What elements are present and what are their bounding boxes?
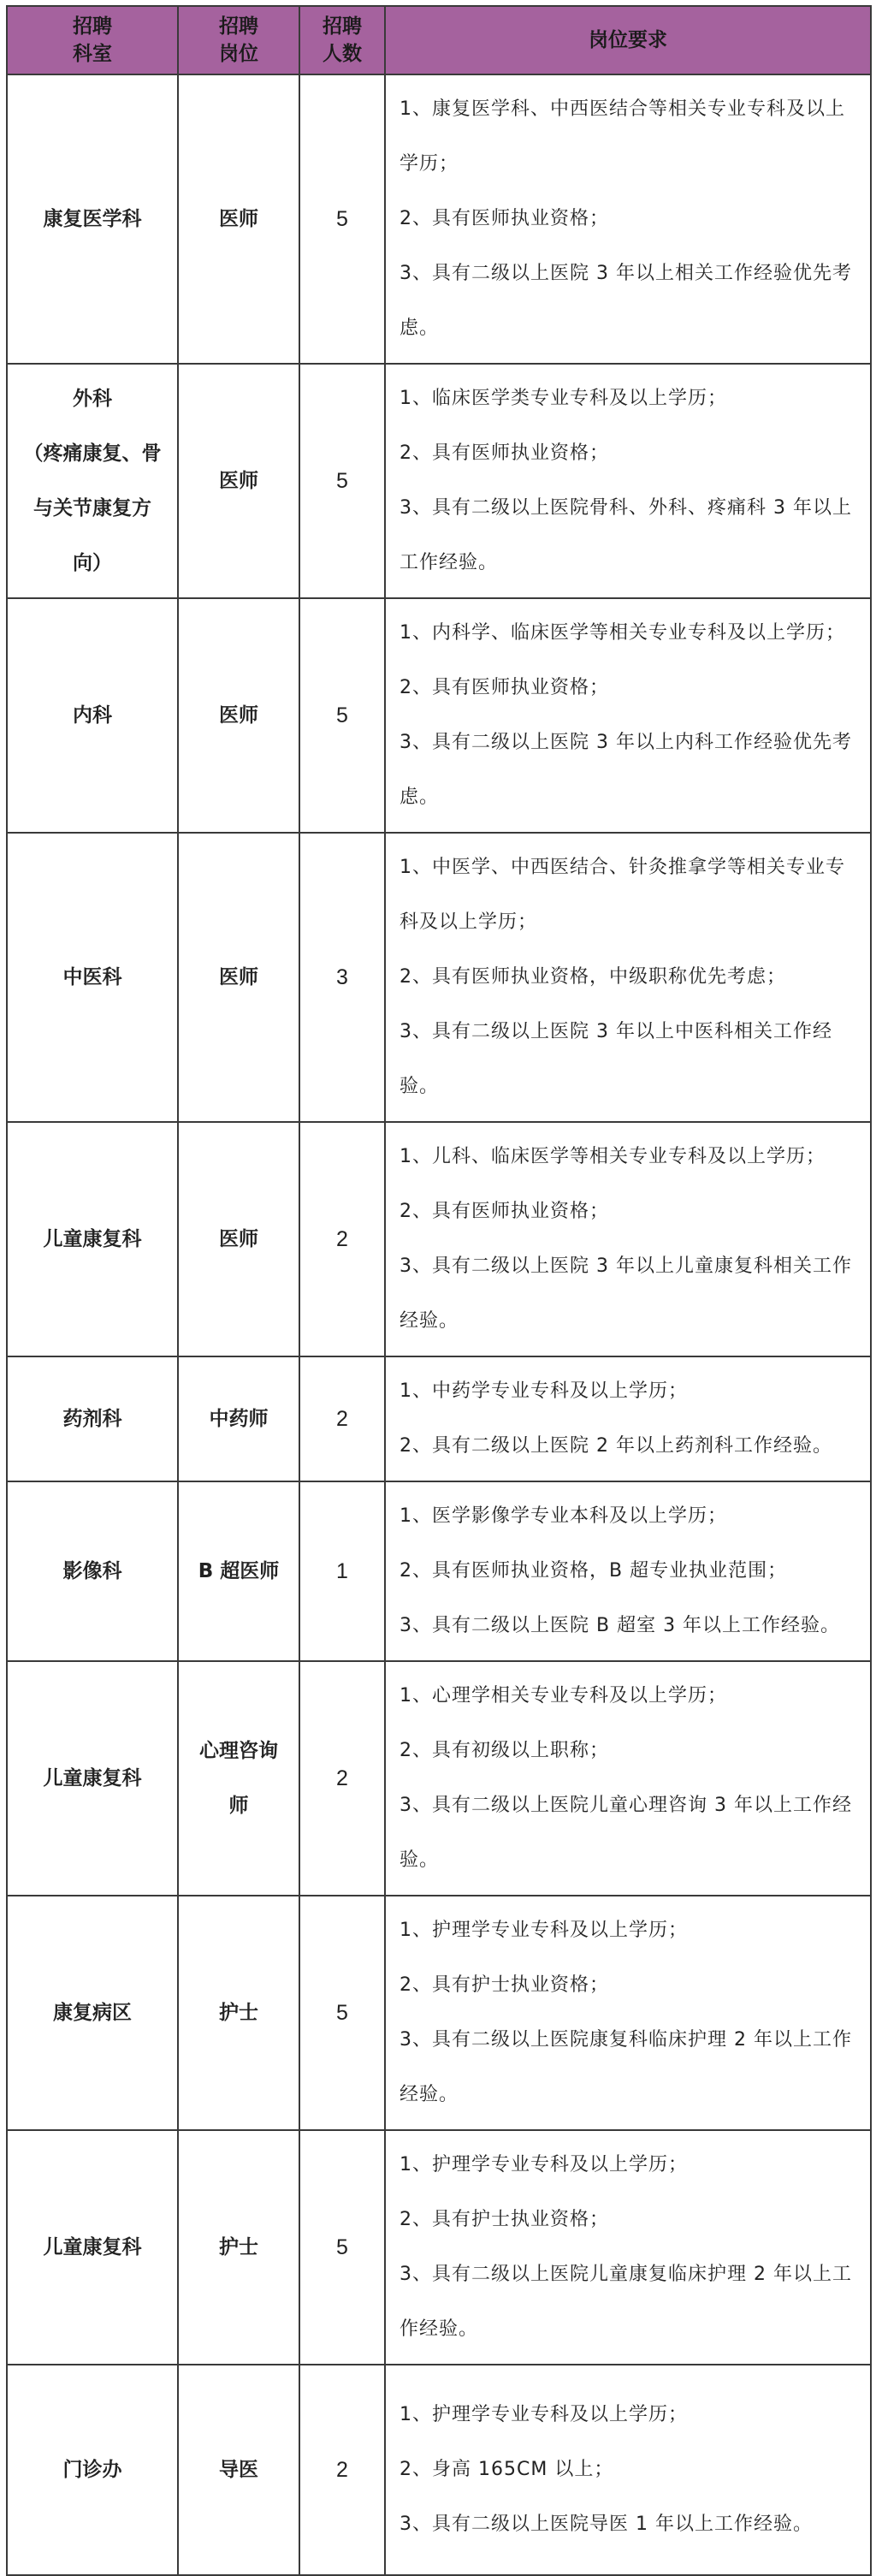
requirement-line: 1、内科学、临床医学等相关专业专科及以上学历； [400, 622, 845, 644]
requirement-cell [385, 1481, 871, 1661]
requirement-cell [385, 2365, 871, 2575]
count-text: 3 [336, 965, 348, 989]
dept-text: 中医科 [62, 966, 122, 988]
header-req: 岗位要求 [385, 6, 871, 74]
header-dept: 招聘 科室 [7, 6, 178, 74]
count-text: 1 [336, 1558, 348, 1583]
table-row [7, 2130, 871, 2365]
requirement-cell [385, 1356, 871, 1481]
post-text: B 超医师 [198, 1560, 280, 1582]
table-row [7, 1661, 871, 1896]
requirement-line: 经验。 [400, 1310, 459, 1332]
requirement-line: 2、具有医师执业资格，B 超专业执业范围； [400, 1560, 788, 1582]
dept-cell [7, 2130, 178, 2365]
requirement-line: 3、具有二级以上医院 3 年以上内科工作经验优先考 [400, 732, 852, 753]
post-text: 医师 [219, 1228, 258, 1250]
header-count: 招聘 人数 [299, 6, 385, 74]
dept-text: 影像科 [62, 1560, 122, 1582]
post-cell [178, 74, 299, 364]
recruitment-table [6, 5, 872, 2576]
requirement-line: 1、护理学专业专科及以上学历； [400, 2404, 688, 2425]
requirement-line: 3、具有二级以上医院康复科临床护理 2 年以上工作 [400, 2029, 852, 2051]
dept-cell [7, 74, 178, 364]
requirement-line: 1、护理学专业专科及以上学历； [400, 2154, 688, 2175]
requirement-line: 1、临床医学类专业专科及以上学历； [400, 388, 727, 409]
requirement-line: 2、具有医师执业资格； [400, 1201, 609, 1222]
dept-cell [7, 364, 178, 598]
requirement-line: 3、具有二级以上医院儿童康复临床护理 2 年以上工 [400, 2264, 852, 2285]
count-text: 5 [336, 2000, 348, 2025]
requirement-cell [385, 1122, 871, 1356]
post-cell [178, 833, 299, 1122]
requirement-line: 工作经验。 [400, 552, 499, 573]
requirement-line: 2、具有二级以上医院 2 年以上药剂科工作经验。 [400, 1435, 832, 1457]
requirement-line: 2、具有护士执业资格； [400, 2209, 609, 2230]
count-text: 2 [336, 1226, 348, 1251]
header-row [7, 6, 871, 74]
post-text: 医师 [219, 470, 258, 492]
table-row [7, 1122, 871, 1356]
dept-cell [7, 1122, 178, 1356]
requirement-line: 1、心理学相关专业专科及以上学历； [400, 1685, 727, 1706]
requirement-line: 2、具有医师执业资格，中级职称优先考虑； [400, 966, 786, 988]
requirement-line: 2、具有医师执业资格； [400, 677, 609, 698]
count-cell [299, 1356, 385, 1481]
dept-cell [7, 1661, 178, 1896]
post-text: 医师 [219, 208, 258, 230]
post-text: 医师 [219, 704, 258, 727]
table-row [7, 1356, 871, 1481]
table-row [7, 1481, 871, 1661]
post-text: 中药师 [209, 1408, 269, 1430]
post-cell [178, 1481, 299, 1661]
count-cell [299, 364, 385, 598]
requirement-line: 3、具有二级以上医院 3 年以上儿童康复科相关工作 [400, 1255, 852, 1277]
requirement-line: 学历； [400, 153, 459, 175]
dept-cell [7, 1481, 178, 1661]
post-text: 心理咨询 师 [199, 1740, 278, 1817]
count-text: 5 [336, 2235, 348, 2259]
requirement-cell [385, 74, 871, 364]
dept-text: 门诊办 [62, 2459, 122, 2481]
post-cell [178, 2130, 299, 2365]
post-cell [178, 364, 299, 598]
requirement-cell [385, 1896, 871, 2130]
count-cell [299, 833, 385, 1122]
requirement-line: 3、具有二级以上医院骨科、外科、疼痛科 3 年以上 [400, 497, 852, 519]
dept-text: 儿童康复科 [43, 1767, 142, 1790]
count-cell [299, 74, 385, 364]
requirement-line: 1、中医学、中西医结合、针灸推拿学等相关专业专 [400, 857, 845, 878]
count-cell [299, 598, 385, 833]
dept-cell [7, 1356, 178, 1481]
requirement-line: 验。 [400, 1849, 440, 1871]
table-row [7, 1896, 871, 2130]
table-row [7, 2365, 871, 2575]
requirement-line: 2、具有医师执业资格； [400, 208, 609, 229]
requirement-cell [385, 598, 871, 833]
table-row [7, 364, 871, 598]
table-row [7, 598, 871, 833]
count-cell [299, 1481, 385, 1661]
dept-text: 外科 （疼痛康复、骨 与关节康复方 向） [23, 388, 162, 574]
count-cell [299, 1896, 385, 2130]
requirement-line: 1、康复医学科、中西医结合等相关专业专科及以上 [400, 98, 845, 120]
post-text: 医师 [219, 966, 258, 988]
dept-text: 康复医学科 [43, 208, 142, 230]
post-cell [178, 1896, 299, 2130]
count-text: 5 [336, 468, 348, 493]
requirement-cell [385, 833, 871, 1122]
post-text: 护士 [219, 2236, 258, 2258]
requirement-line: 3、具有二级以上医院导医 1 年以上工作经验。 [400, 2514, 813, 2535]
header-post: 招聘 岗位 [178, 6, 299, 74]
dept-cell [7, 2365, 178, 2575]
requirement-line: 作经验。 [400, 2318, 479, 2340]
requirement-cell [385, 364, 871, 598]
requirement-line: 经验。 [400, 2084, 459, 2105]
requirement-line: 虑。 [400, 318, 440, 339]
requirement-line: 1、护理学专业专科及以上学历； [400, 1920, 688, 1941]
table-body [7, 74, 871, 2575]
count-text: 5 [336, 703, 348, 727]
dept-cell [7, 833, 178, 1122]
requirement-line: 2、具有医师执业资格； [400, 442, 609, 464]
post-cell [178, 598, 299, 833]
requirement-line: 1、医学影像学专业本科及以上学历； [400, 1505, 727, 1527]
count-cell [299, 1122, 385, 1356]
table-row [7, 74, 871, 364]
count-text: 2 [336, 1406, 348, 1431]
requirement-line: 3、具有二级以上医院 3 年以上相关工作经验优先考 [400, 263, 852, 284]
dept-cell [7, 1896, 178, 2130]
post-cell [178, 1356, 299, 1481]
post-text: 护士 [219, 2002, 258, 2024]
requirement-line: 1、儿科、临床医学等相关专业专科及以上学历； [400, 1146, 826, 1167]
dept-cell [7, 598, 178, 833]
count-cell [299, 1661, 385, 1896]
post-text: 导医 [219, 2459, 258, 2481]
requirement-line: 2、身高 165CM 以上； [400, 2459, 614, 2480]
requirement-cell [385, 1661, 871, 1896]
dept-text: 康复病区 [53, 2002, 132, 2024]
count-cell [299, 2365, 385, 2575]
count-text: 2 [336, 2457, 348, 2482]
requirement-line: 3、具有二级以上医院 B 超室 3 年以上工作经验。 [400, 1615, 841, 1636]
post-cell [178, 1122, 299, 1356]
dept-text: 内科 [73, 704, 112, 727]
count-text: 5 [336, 206, 348, 231]
dept-text: 儿童康复科 [43, 2236, 142, 2258]
count-cell [299, 2130, 385, 2365]
requirement-line: 3、具有二级以上医院 3 年以上中医科相关工作经验。 [400, 1021, 832, 1097]
dept-text: 儿童康复科 [43, 1228, 142, 1250]
requirement-line: 2、具有护士执业资格； [400, 1974, 609, 1996]
post-cell [178, 2365, 299, 2575]
requirement-line: 3、具有二级以上医院儿童心理咨询 3 年以上工作经 [400, 1795, 852, 1816]
table-row [7, 833, 871, 1122]
post-cell [178, 1661, 299, 1896]
requirement-cell [385, 2130, 871, 2365]
dept-text: 药剂科 [62, 1408, 122, 1430]
requirement-line: 1、中药学专业专科及以上学历； [400, 1380, 688, 1402]
requirement-line: 2、具有初级以上职称； [400, 1740, 609, 1761]
requirement-line: 科及以上学历； [400, 911, 538, 933]
count-text: 2 [336, 1766, 348, 1790]
requirement-line: 虑。 [400, 786, 440, 808]
